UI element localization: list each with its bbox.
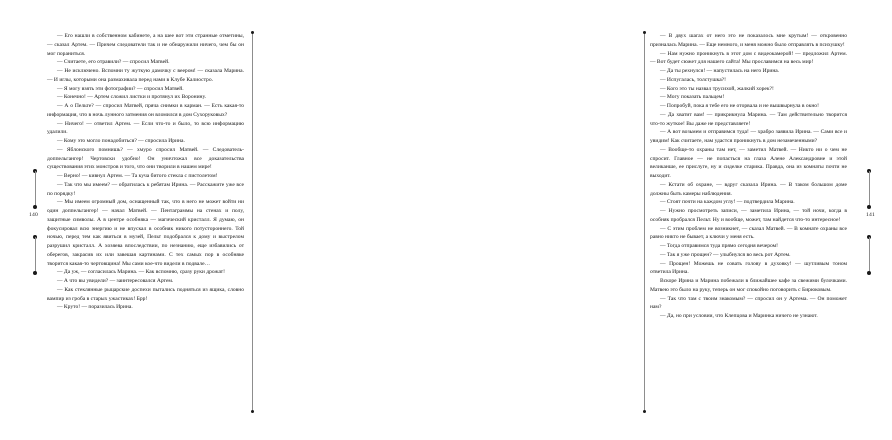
page-right-folio-ornament [856,168,882,276]
folio-dot-icon [867,271,871,275]
paragraph: — Тогда отправимся туда прямо сегодня вечером! [660,243,779,249]
page-left-folio-ornament [22,168,48,276]
paragraph: — Да уж, — согласилась Марина. — Как вспомню, сразу руки дрожат! [57,269,225,276]
paragraph: — Да ты рехнулся! — напустилась на него Ирина. [660,68,780,74]
paragraph: — Нужно просмотреть записи, — заметила Ирина, — той ночи, когда в особняк пробрался Пельт. Ну и вообще, может, там найдется что-то интересное! [650,208,847,223]
paragraph: — Прощен! Можешь не совать голову в духовку! — шутливым тоном ответила Ирина. [650,260,847,276]
folio-rule [869,237,870,273]
page-right-gutter-rule [644,33,645,411]
paragraph: — Стоят почти на каждом углу! — подтвердила Марина. [660,199,795,206]
paragraph: — Конечно! — Артем сложил листки и протянул их Воронину. [57,94,207,101]
folio-rule [35,237,36,273]
paragraph: — Ничего! — ответил Артем. — Если что-то и было, то всю информацию удалили. [47,120,244,136]
paragraph: Вскоре Ирина и Марина побежали в ближайшее кафе за свежими булочками. Матвею это было на руку, теперь он мог спокойно поговорить с Бирюковым. [650,278,847,293]
page-number: 141 [866,212,875,218]
paragraph: — Верно! — кивнул Артем. — Та куча битого стекла с пистолетом! [57,173,218,179]
paragraph: — Вообще-то охраны там нет, — заметил Матвей. — Никто ни о чем не спросит. Главное — не попасться на глаза Алене Александровне и этой великанше, ее прислуге, ну и сиделке старика. Правда, она из комнаты почти не выходит. [650,146,847,179]
folio-rule [869,171,870,207]
page-right [300,0,875,440]
paragraph: — Могу показать пальцем! [660,94,725,101]
paragraph: — Мы имеем огромный дом, оснащенный так, что в него не может войти ни один доппельгангер! — начал Матвей. — Пентаграммы на стенах и полу, защитные символы. А в центре особняка — магический кристалл. Я думаю, он фокусировал всю энергию и не впускал в особняк никого потустороннего. Той ночью, перед тем как явиться в музей, Пельт подобрался к дому и выстрелом разрушил кристалл. А хозяева впоследствии, по незнанию, еще избавились от оберегов, закрасив их или завешая картинами. С тех самых пор в особняке творится какая-то чертовщина! Мы сами кое-что видели в подвале… [47,199,244,267]
paragraph: — Как стеклянные рыцарские доспехи пытались подняться из ящика, словно вампир из гроба в старых ужастиках! Брр! [47,286,244,302]
paragraph: — Кого это ты назвал трусихой, жалкий хорек?! [660,85,774,92]
paragraph: — Круто! — поразилась Ирина. [57,304,133,311]
paragraph: — Я могу взять эти фотографии? — спросил Матвей. [57,85,184,92]
paragraph: — А о Пельте? — спросил Матвей, пряча снимки в карман. — Есть какая-то информация, что в ночь лунного затмения он вломился в дом Сухоруковых? [47,103,244,118]
paragraph: — В двух шагах от него это не показалось мне крутым! — откровенно призналась Марина. — Еще немного, и меня можно было отправлять в психушку! [650,33,847,48]
paragraph: — Попробуй, пока я тебе его не оторвала и не вышвырнула в окно! [660,103,819,109]
paragraph: — А вот возьмем и отправимся туда! — храбро заявила Ирина. — Сами все и увидим! Как считаете, нам удастся проникнуть в дом незамеченными? [650,129,847,144]
paragraph: — Его нашли в собственном кабинете, а на шее вот эти странные отметины, — сказал Артем. — Причем следователи так и не обнаружили ничего, чем бы он мог пораниться. [47,33,244,57]
page-left-text-column [47,32,244,312]
paragraph: — Считаете, его отравили? — спросил Матвей. [57,59,170,66]
folio-rule [35,171,36,207]
page-number: 140 [29,212,38,218]
paragraph: — Так что мы имеем? — обратилась к ребятам Ирина. — Расскажите уже все по порядку! [47,181,244,197]
page-left [0,0,300,440]
paragraph: — Не исключено. Вспомни ту жуткую дамочку с веером! — сказала Марина. — И иглы, которыми она размахивала перед нами в Клубе Калиостро. [47,68,244,83]
paragraph: — Так что там с твоим знакомым? — спросил он у Артема. — Он поможет нам? [650,295,847,311]
paragraph: — Кстати об охране, — вдруг сказала Ирина. — В таком большом доме должны быть камеры наблюдения. [650,181,847,197]
page-left-gutter-rule [252,33,253,411]
folio-dot-icon [33,271,37,275]
paragraph: — Да, но при условии, что Клепцова и Маринка ничего не узнают. [660,313,818,319]
paragraph: — С этим проблем не возникнет, — сказал Матвей. — В комнате охраны все равно никто не бывает, а ключи у меня есть. [650,225,847,241]
paragraph: — Да хватит вам! — прикрикнула Марина. — Там действительно творится что-то жуткое! Вы даже не представляете! [650,111,847,127]
paragraph: — Так я уже прощен? — улыбнулся во весь рот Артем. [660,251,791,258]
page-right-text-column [650,32,847,321]
paragraph: — Нам нужно проникнуть в этот дом с видеокамерой! — предложил Артем. — Вот будет сюжет для нашего сайта! Мы прославимся на весь мир! [650,50,847,66]
folio-dot-icon [33,205,37,209]
folio-dot-icon [867,205,871,209]
paragraph: — Кому это могло понадобиться? — спросила Ирина. [57,138,185,144]
paragraph: — Испугалась, толстушка?! [660,76,726,83]
paragraph: — А что вы увидели? — заинтересовался Артем. [57,278,174,284]
paragraph: — Яблонского помнишь? — хмуро спросил Матвей. — Следователь-доппельгангер! Чертовски удобно! Он уничтожал все доказательства существования этих монстров и того, что они творили в нашем мире! [47,146,244,171]
